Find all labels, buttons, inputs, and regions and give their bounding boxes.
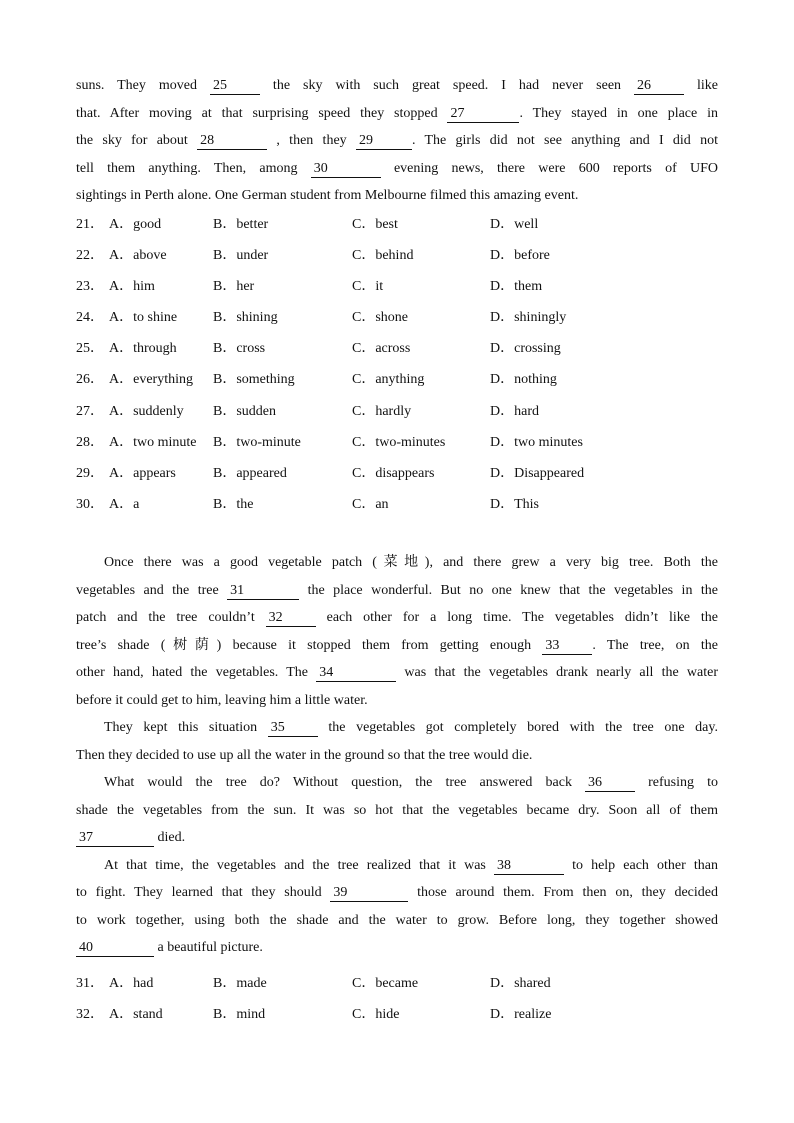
option-a[interactable]: A．to shine (109, 310, 178, 325)
question-row (76, 974, 736, 994)
passage-line: shade the vegetables from the sun. It was so hot that the vegetables became dry. Soon all of them (76, 802, 718, 818)
passage-line: to work together, using both the shade and the water to grow. Before long, they together showed (76, 912, 718, 928)
option-d[interactable]: D．well (490, 217, 539, 232)
option-d[interactable]: D．shiningly (490, 310, 567, 325)
question-row (76, 402, 736, 422)
answer-blank-30[interactable]: 30 (311, 161, 381, 178)
option-b[interactable]: B．under (213, 248, 269, 263)
passage-line: other hand, hated the vegetables. The 34 was that the vegetables drank nearly all the water (76, 665, 718, 680)
passage-2 (76, 549, 718, 962)
option-d[interactable]: D．two minutes (490, 435, 583, 450)
passage-line: to fight. They learned that they should 39 those around them. From then on, they decided (76, 885, 718, 900)
option-c[interactable]: C．became (352, 976, 419, 991)
question-number: 24． (76, 310, 104, 325)
answer-blank-26[interactable]: 26 (634, 78, 684, 95)
option-d[interactable]: D．Disappeared (490, 466, 585, 481)
passage-line: 37 died. (76, 824, 718, 852)
passage-line: 40 a beautiful picture. (76, 934, 718, 962)
answer-blank-34[interactable]: 34 (316, 665, 396, 682)
option-b[interactable]: B．something (213, 372, 295, 387)
answer-blank-25[interactable]: 25 (210, 78, 260, 95)
option-b[interactable]: B．appeared (213, 466, 287, 481)
answer-blank-35[interactable]: 35 (268, 720, 318, 737)
answer-blank-36[interactable]: 36 (585, 775, 635, 792)
passage-line: Then they decided to use up all the water in the ground so that the tree would die. (76, 747, 533, 763)
option-b[interactable]: B．her (213, 279, 255, 294)
option-a[interactable]: A．a (109, 497, 140, 512)
option-b[interactable]: B．sudden (213, 404, 276, 419)
question-row (76, 495, 736, 515)
option-c[interactable]: C．an (352, 497, 389, 512)
option-a[interactable]: A．above (109, 248, 167, 263)
option-b[interactable]: B．better (213, 217, 269, 232)
option-a[interactable]: A．two minute (109, 435, 197, 450)
question-number: 27． (76, 404, 104, 419)
option-d[interactable]: D．nothing (490, 372, 557, 387)
passage-line: suns. They moved 25 the sky with such great speed. I had never seen 26 like (76, 78, 718, 93)
question-number: 29． (76, 466, 104, 481)
option-a[interactable]: A．good (109, 217, 162, 232)
option-c[interactable]: C．two-minutes (352, 435, 446, 450)
question-row (76, 277, 736, 297)
option-d[interactable]: D．This (490, 497, 539, 512)
answer-blank-32[interactable]: 32 (266, 610, 316, 627)
option-d[interactable]: D．them (490, 279, 543, 294)
answer-blank-29[interactable]: 29 (356, 133, 412, 150)
answer-blank-31[interactable]: 31 (227, 583, 299, 600)
question-number: 22． (76, 248, 104, 263)
option-b[interactable]: B．made (213, 976, 267, 991)
option-b[interactable]: B．mind (213, 1007, 266, 1022)
option-b[interactable]: B．cross (213, 341, 266, 356)
option-a[interactable]: A．had (109, 976, 154, 991)
option-b[interactable]: B．two-minute (213, 435, 301, 450)
passage-line: tell them anything. Then, among 30 evening news, there were 600 reports of UFO (76, 160, 718, 176)
question-number: 31． (76, 976, 104, 991)
passage-line: the sky for about 28 , then they 29 . The girls did not see anything and I did not (76, 133, 718, 148)
question-row (76, 215, 736, 235)
option-d[interactable]: D．shared (490, 976, 551, 991)
option-a[interactable]: A．him (109, 279, 155, 294)
question-row (76, 308, 736, 328)
question-number: 23． (76, 279, 104, 294)
question-row (76, 433, 736, 453)
option-c[interactable]: C．it (352, 279, 384, 294)
option-a[interactable]: A．suddenly (109, 404, 184, 419)
passage-line: Once there was a good vegetable patch (菜地), and there grew a very big tree. Both the (104, 555, 718, 570)
answer-blank-37[interactable]: 37 (76, 830, 154, 847)
question-number: 28． (76, 435, 104, 450)
option-c[interactable]: C．hide (352, 1007, 400, 1022)
answer-blank-38[interactable]: 38 (494, 858, 564, 875)
question-row (76, 339, 736, 359)
answer-blank-40[interactable]: 40 (76, 940, 154, 957)
passage-line: patch and the tree couldn’t 32 each other for a long time. The vegetables didn’t like the (76, 610, 718, 625)
question-number: 32． (76, 1007, 104, 1022)
question-row (76, 1005, 736, 1025)
answer-blank-33[interactable]: 33 (542, 638, 592, 655)
passage-line: that. After moving at that surprising speed they stopped 27 . They stayed in one place in (76, 105, 718, 121)
option-c[interactable]: C．hardly (352, 404, 412, 419)
option-c[interactable]: C．behind (352, 248, 414, 263)
option-a[interactable]: A．stand (109, 1007, 163, 1022)
option-b[interactable]: B．the (213, 497, 254, 512)
option-b[interactable]: B．shining (213, 310, 278, 325)
question-row (76, 464, 736, 484)
question-row (76, 246, 736, 266)
option-d[interactable]: D．hard (490, 404, 539, 419)
passage-line: At that time, the vegetables and the tree realized that it was 38 to help each other than (104, 857, 718, 873)
option-c[interactable]: C．disappears (352, 466, 435, 481)
passage-line: vegetables and the tree 31 the place wonderful. But no one knew that the vegetables in the (76, 582, 718, 598)
option-d[interactable]: D．realize (490, 1007, 552, 1022)
option-a[interactable]: A．through (109, 341, 177, 356)
option-c[interactable]: C．best (352, 217, 398, 232)
answer-blank-39[interactable]: 39 (330, 885, 408, 902)
option-d[interactable]: D．crossing (490, 341, 561, 356)
passage-line: tree’s shade (树荫) because it stopped them from getting enough 33 . The tree, on the (76, 637, 718, 653)
option-c[interactable]: C．anything (352, 372, 425, 387)
passage-line: before it could get to him, leaving him a little water. (76, 692, 368, 708)
option-c[interactable]: C．across (352, 341, 411, 356)
question-number: 30． (76, 497, 104, 512)
passage-1 (76, 72, 718, 210)
question-number: 25． (76, 341, 104, 356)
question-number: 26． (76, 372, 104, 387)
option-d[interactable]: D．before (490, 248, 550, 263)
question-number: 21． (76, 217, 104, 232)
passage-line: They kept this situation 35 the vegetables got completely bored with the tree one day. (104, 720, 718, 735)
question-row (76, 370, 736, 390)
answer-blank-28[interactable]: 28 (197, 133, 267, 150)
passage-line: sightings in Perth alone. One German student from Melbourne filmed this amazing event. (76, 188, 579, 203)
passage-line: What would the tree do? Without question, the tree answered back 36 refusing to (104, 775, 719, 790)
answer-blank-27[interactable]: 27 (447, 106, 519, 123)
option-a[interactable]: A．appears (109, 466, 176, 481)
option-c[interactable]: C．shone (352, 310, 408, 325)
option-a[interactable]: A．everything (109, 372, 193, 387)
